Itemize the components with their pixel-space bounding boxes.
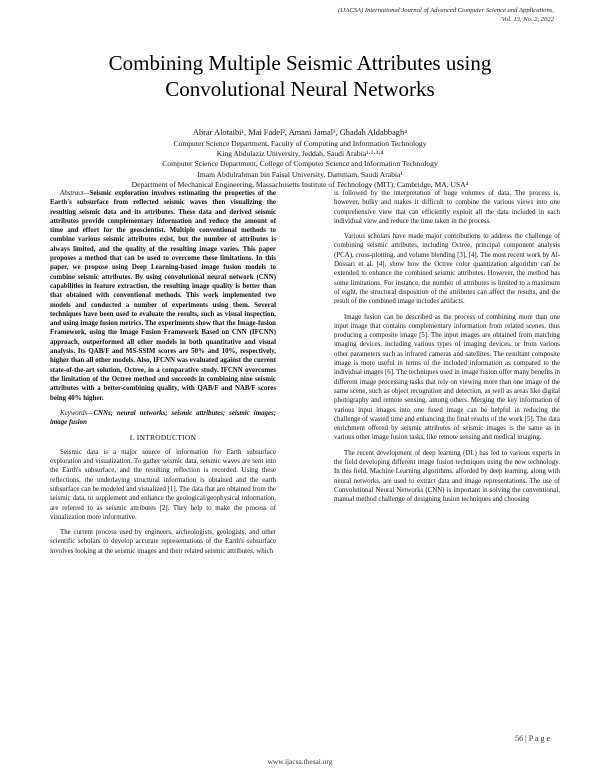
affiliation-line: King Abdulaziz University, Jeddah, Saudi Arabia¹·²·³·⁴ [216,149,384,159]
section-heading-introduction: I. INTRODUCTION [129,433,197,443]
keywords-text: CNNs; neural networks; seismic attributes; seismic images; image fusion [50,409,276,427]
paper-title [60,50,540,102]
affiliation-line: Department of Mechanical Engineering, Massachusetts Institute of Technology (MIT), Cambridge, MA, USA⁴ [131,179,469,189]
affiliations [20,139,580,190]
keywords-label: Keywords— [60,409,94,417]
affiliation-line: Imam Abdulrahman bin Faisal University, Dammam, Saudi Arabia¹ [197,169,403,179]
body-paragraph: is followed by the interpretation of huge volumes of data. The process is, however, bulky and makes it difficult to combine the various views into one comprehensive view that can efficiently exploit all the data included in each individual view and reduce the time taken in the process. [334,190,560,225]
affiliation-line: Computer Science Department, College of Computer Science and Information Technology [162,159,438,169]
affiliation-line: Computer Science Department, Faculty of Computing and Information Technology [173,139,427,148]
body-paragraph: Image fusion can be described as the process of combining more than one input image that contains complementary information from related scenes, thus producing a composite image [5]. The input images are obtained from matching imaging devices, including various types of imaging devices, or from various other parameters such as infrared cameras and satellites. The resultant composite image is more useful in terms of the included information as compared to the individual images [6]. The techniques used in image fusion offer many benefits in different image processing tasks that rely on viewing more than one image of the same scene, such as object recognition and detection, as well as areas like digital photography and remote sensing, among others. Merging the key information of various input images into one fused image can be helpful in reducing the challenge of wasted time and enhancing the final results of the work [5]. The data enrichment offered by seismic attributes of seismic images is the same as in various other image fusion tasks, like remote sensing and medical imaging. [334,313,560,442]
body-paragraph: Seismic data is a major source of information for Earth subsurface exploration and visualization. To gather seismic data, seismic waves are sent into the Earth's subsurface, and the resulting reflection is recorded. Using these reflections, the underlaying structural information is obtained and the earth subsurface can be modeled and visualized [1]. The data that are obtained from the seismic data, to supplement and enhance the geological/geophysical information, are referred to as seismic attributes [2]. They help to make the process of visualization more informative. [50,448,276,521]
body-paragraph: The recent development of deep learning (DL) has led to various experts in the field developing different image fusion techniques using the new technology. In this field, Machine Learning algorithms, afforded by deep learning, along with neural networks, are used to extract data and image representations. The use of Convolutional Neural Networks (CNN) is important in solving the conventional, manual method challenge of designing fusion techniques and choosing [334,449,560,504]
body-paragraph: Various scholars have made major contributions to address the challenge of combining seismic attributes, including Octree, principal component analysis (PCA), cross-plotting, and volume blending [3], [4]. The most recent work by Al-Dossari et al. [4], show how the Octree color quantization algorithm can be extended to enhance the combined seismic attributes. However, the method has some limitations. For instance, the number of attributes is limited to a maximum of eight, the structural disposition of the attributes can affect the results, and the result of the combined image includes artifacts. [334,233,560,306]
journal-header [154,6,554,24]
journal-url: www.ijacsa.thesai.org [267,757,333,766]
author-list: Abrar Alotaibi¹, Mai Fadel², Amani Jamal³, Ghadah Aldabbagh⁴ [192,128,408,137]
abstract [50,189,276,403]
title-line-1: Combining Multiple Seismic Attributes using [108,51,492,75]
journal-volume: Vol. 13, No. 2, 2022 [501,16,554,23]
left-column [50,189,276,562]
right-column [334,189,560,511]
abstract-text: Seismic exploration involves estimating the properties of the Earth's subsurface from reflected seismic waves then visualizing the resulting seismic data and its attributes. These data and derived seismic attributes provide complementary information and reduce the amount of time and effort for the geoscientist. Multiple conventional methods to combine various seismic attributes exist, but the number of attributes is always limited, and the quality of the resulting image varies. This paper proposes a method that can be used to overcome these limitations. In this paper, we propose using Deep Learning-based image fusion models to combine seismic attributes. By using convolutional neural network (CNN) capabilities in feature extraction, the resulting image quality is better than that obtained with conventional methods. This work implemented two models and conducted a number of experiments using them. Several techniques have been used to evaluate the results, such as visual inspection, and using image fusion metrics. The experiments show that the Image-fusion Framework, using the Image Fusion Framework Based on CNN (IFCNN) approach, outperformed all other models in both quantitative and visual analysis. Its QAB/F and MS-SSIM scores are 50% and 10%, respectively, higher than all other models. Also, IFCNN was evaluated against the current state-of-the-art solution, Octree, in a comparative study. IFCNN overcomes the limitation of the Octree method and succeeds in combining nine seismic attributes with a better-combining quality, with QAB/F and NAB/F scores being 40% higher. [50,190,276,402]
title-line-2: Convolutional Neural Networks [165,77,435,101]
body-paragraph: The current process used by engineers, archeologists, geologists, and other scientific scholars to develop accurate representations of the Earth's subsurface involves looking at the seismic images and their related seismic attributes, which [50,529,276,555]
abstract-label: Abstract— [60,190,90,197]
keywords [50,409,276,428]
journal-name: (IJACSA) International Journal of Advanced Computer Science and Applications, [337,7,554,14]
page-number: 56 | P a g e [515,734,550,743]
